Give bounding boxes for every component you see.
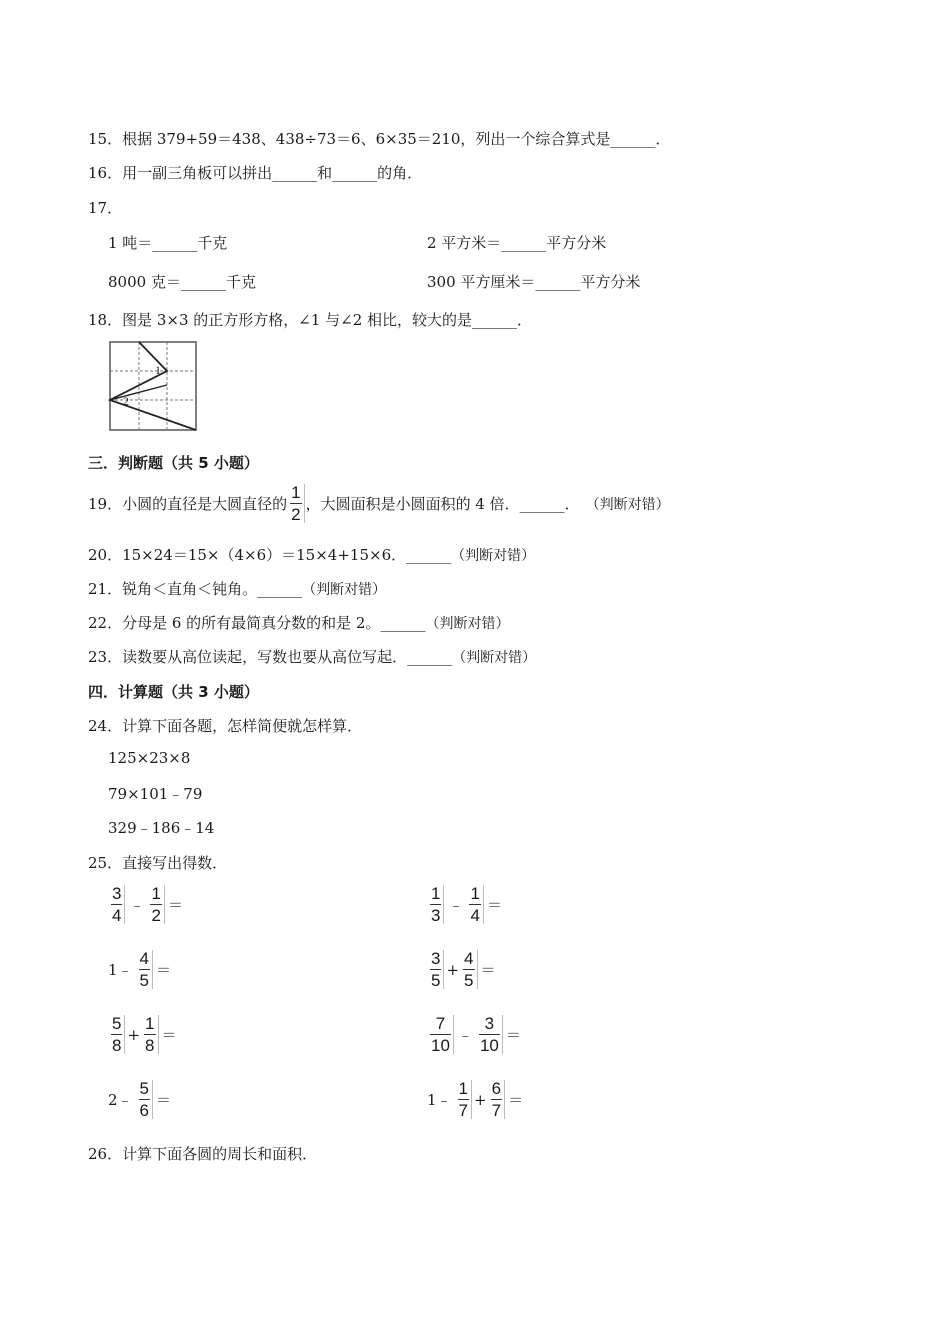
q19-pre: 19．小圆的直径是大圆直径的 [88,495,288,513]
frac-den: 4 [470,906,480,925]
frac-den: 3 [431,906,441,925]
q25-expr-8 [427,1080,523,1119]
frac [142,1015,158,1054]
q22-text: 22．分母是 6 的所有最简真分数的和是 2。______ [88,614,426,632]
frac-num: 6 [491,1079,502,1098]
frac-den: 10 [431,1036,450,1055]
frac [428,950,444,989]
q25-expr-3 [108,950,171,989]
frac [137,950,153,989]
q25-expr-6 [427,1015,521,1054]
frac-num: 1 [458,1079,469,1098]
frac [461,950,477,989]
operator: ﹣ [448,896,464,914]
question-20 [88,544,535,565]
q22-hint: （判断对错） [425,616,510,632]
question-17-item-a: 1 吨＝______千克 [108,234,228,252]
equals: ＝ [505,1026,521,1044]
frac-den: 5 [139,971,150,990]
question-17-item-b: 2 平方米＝______平方分米 [427,234,607,252]
frac-num: 1 [470,884,480,903]
equals: ＝ [161,1026,177,1044]
frac-num: 3 [431,949,441,968]
frac [477,1015,503,1054]
question-15: 15．根据 379+59＝438、438÷73＝6、6×35＝210，列出一个综合算式是______． [88,130,671,148]
q21-text: 21．锐角＜直角＜钝角。______ [88,580,303,598]
question-26: 26．计算下面各圆的周长和面积． [88,1145,318,1163]
question-23 [88,646,536,667]
equals: ＝ [156,1091,172,1109]
question-17-item-d: 300 平方厘米＝______平方分米 [427,273,641,291]
question-24: 24．计算下面各题，怎样简便就怎样算． [88,717,363,735]
q25-expr-5 [108,1015,177,1054]
frac-den: 4 [112,906,122,925]
frac-den: 7 [458,1101,469,1120]
lead-term: 1﹣ [108,961,133,979]
lead-term: 2﹣ [108,1091,133,1109]
q19-frac-den: 2 [291,505,301,524]
frac [137,1080,153,1119]
frac-num: 1 [145,1014,155,1033]
q21-hint: （判断对错） [302,582,387,598]
question-21 [88,578,386,599]
q19-post: ，大圆面积是小圆面积的 4 倍．______． [305,495,580,513]
q19-fraction [288,484,304,523]
q25-expr-7 [108,1080,171,1119]
equals: ＝ [156,961,172,979]
frac [109,1015,125,1054]
question-17-label: 17． [88,199,123,217]
operator: + [127,1025,141,1044]
equals: ＝ [167,896,183,914]
question-25: 25．直接写出得数． [88,854,228,872]
q25-expr-1 [108,885,183,924]
frac-num: 5 [112,1014,122,1033]
question-19 [88,484,670,523]
equals: ＝ [480,961,496,979]
question-22 [88,612,509,633]
frac [456,1080,472,1119]
operator: + [446,960,460,979]
frac-den: 5 [431,971,441,990]
frac-num: 7 [430,1015,451,1035]
angle-2-label: 2 [123,394,129,408]
q24-item-3: 329﹣186﹣14 [108,819,215,837]
frac-num: 4 [464,949,474,968]
q24-item-2: 79×101﹣79 [108,785,203,803]
question-17-item-c: 8000 克＝______千克 [108,273,256,291]
frac-num: 3 [479,1015,500,1035]
operator: ﹣ [457,1026,473,1044]
equals: ＝ [486,896,502,914]
equals: ＝ [508,1091,524,1109]
frac-den: 8 [145,1036,155,1055]
frac-den: 7 [491,1101,502,1120]
q23-text: 23．读数要从高位读起，写数也要从高位写起．______ [88,648,453,666]
q20-hint: （判断对错） [451,548,536,564]
operator: + [474,1090,487,1109]
question-18: 18．图是 3×3 的正方形方格，∠1 与∠2 相比，较大的是______． [88,311,533,329]
q19-hint: （判断对错） [585,496,670,513]
q19-frac-num: 1 [291,483,301,502]
angle-1-label: 1 [155,363,161,377]
frac-num: 1 [151,884,161,903]
frac-den: 10 [479,1036,499,1055]
frac [148,885,164,924]
q25-expr-4 [427,950,496,989]
grid-border [110,342,196,430]
q25-expr-2 [427,885,502,924]
q24-item-1: 125×23×8 [108,749,191,767]
question-16: 16．用一副三角板可以拼出______和______的角． [88,164,423,182]
operator: ﹣ [129,896,145,914]
frac-num: 5 [139,1079,150,1098]
frac [489,1080,505,1119]
frac-den: 8 [112,1036,122,1055]
frac [109,885,125,924]
frac-den: 6 [139,1101,150,1120]
q20-text: 20．15×24＝15×（4×6）＝15×4+15×6．______ [88,546,452,564]
frac [428,1015,454,1054]
grid-angle-figure [108,340,198,432]
q23-hint: （判断对错） [452,650,537,666]
frac-num: 1 [431,884,441,903]
frac-num: 3 [112,884,122,903]
section-4-heading: 四．计算题（共 3 小题） [88,683,259,701]
frac [428,885,444,924]
frac-den: 2 [151,906,161,925]
frac-den: 5 [464,971,474,990]
frac [467,885,483,924]
frac-num: 4 [139,949,150,968]
lead-term: 1﹣ [427,1091,452,1109]
section-3-heading: 三．判断题（共 5 小题） [88,454,259,472]
